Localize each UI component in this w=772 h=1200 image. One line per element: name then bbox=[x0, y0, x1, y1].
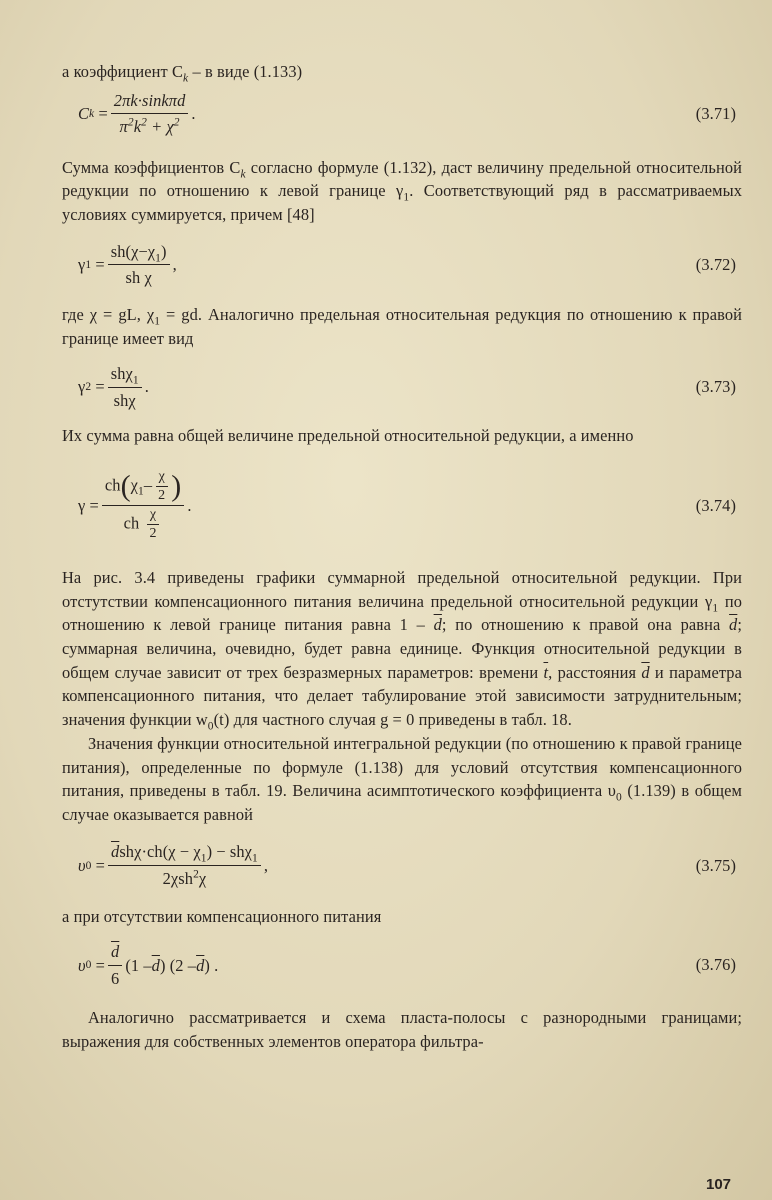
page-text bbox=[62, 60, 742, 1054]
equation-3-74: γ = $ch(\chi_1-$ $\frac{\chi}{2}$ ) ch $\frac{\chi}{2}$ . (3.74) bbox=[78, 469, 736, 542]
equation-number: (3.71) bbox=[695, 103, 736, 123]
equation-number: (3.76) bbox=[695, 955, 736, 975]
paragraph-no-compensation: а при отсутствии компенсационного питания bbox=[62, 906, 382, 926]
paragraph-integral-reduction: Значения функции относительной интегральной редукции (по отношению к правой границе питания), определенные по формуле (1.138) для условий отсутствия компенсационного питания, приведены в табл. 19. Величина асимптотического коэффициента $\upsilon_0$ (1.139) в общем случае оказывается равной bbox=[62, 733, 743, 824]
equation-number: (3.73) bbox=[695, 377, 736, 397]
line-intro: а коэффициент $C_k$ – в виде (1.133) bbox=[62, 62, 303, 85]
equation-3-76: υ 0 = $\frac{\overline{d}}{6}$ (1 – $\overline{d}$ ) (2 – $\overline{d}$ ) . (3.76) bbox=[78, 942, 736, 988]
equation-number: (3.75) bbox=[695, 855, 736, 875]
paragraph-figure-3-4: На рис. 3.4 приведены графики суммарной предельной относительной редукции. При отстутствии компенсационного питания величина предельной относительной редукции $\gamma_1$ по отношению к левой границе питания равна $1 - \overline{d}$; по отношению к правой она равна $\overline{d}$; суммарная величина, очевидно, будет равна единице. Функция относительной редукции в общем случае зависит от трех безразмерных параметров: времени $\overline{t}$, расстояния $\overline{d}$ и параметра компенсационного питания, что делает табулирование этой зависимости затруднительным; значения функции $w_0(t)$ для частного случая g = 0 приведены в табл. 18. bbox=[62, 567, 742, 733]
page-number: 107 bbox=[706, 1176, 732, 1193]
equation-3-72: γ 1 = $\frac{sh(\chi-\chi_1)}{\text{sh χ}}$ , (3.72) bbox=[78, 241, 736, 288]
paragraph-sum-total: Их сумма равна общей величине предельной относительной редукции, а именно bbox=[62, 426, 634, 446]
equation-number: (3.74) bbox=[695, 496, 736, 516]
paragraph-where-chi: где χ = gL, $\chi_1$ = gd. Аналогично предельная относительная редукция по отношению к правой границе имеет вид bbox=[62, 304, 742, 348]
equation-number: (3.72) bbox=[695, 254, 736, 274]
paragraph-heterogeneous-boundaries: Аналогично рассматривается и схема пласта-полосы с разнородными границами; выражения для собственных элементов оператора фильтра- bbox=[62, 1008, 742, 1052]
equation-3-73: γ 2 = $\frac{sh\chi_1}{\text{shχ}}$ . (3.73) bbox=[78, 364, 736, 410]
equation-3-75: υ 0 = $\frac{\overline{d}sh\chi\cdot ch(\chi - \chi_1) - sh\chi_1}{2\chi sh^2\chi}$ , (3.75) bbox=[78, 842, 736, 889]
equation-3-71: C k = $\frac{\text{2πk·sinkπd}}{\pi^2k^2 + \chi^2}$ . (3.71) bbox=[78, 90, 736, 137]
paragraph-sum-coefficients: Сумма коэффициентов $C_k$ согласно формуле (1.132), даст величину предельной относительной редукции по отношению к левой границе $\gamma_1$. Соответствующий ряд в рассматриваемых условиях суммируется, причем [48] bbox=[62, 157, 742, 225]
